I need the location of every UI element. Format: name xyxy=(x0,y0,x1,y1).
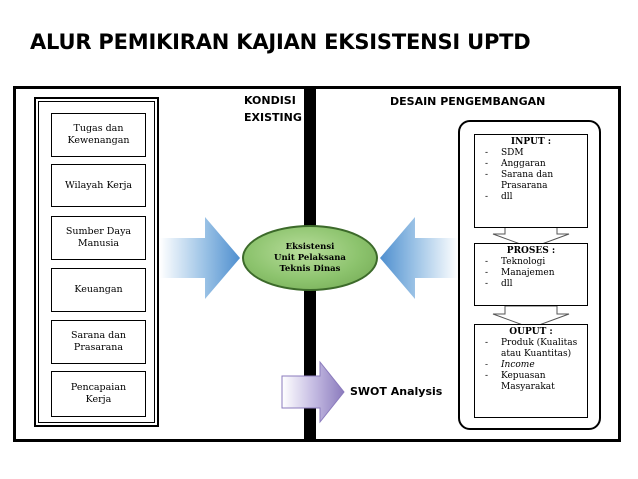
output-item: - Kepuasan Masyarakat xyxy=(479,371,583,393)
input-title: INPUT : xyxy=(510,137,552,147)
input-item: - dll xyxy=(479,192,583,203)
input-item: - Anggaran xyxy=(479,159,583,170)
output-item: - Produk (Kualitas atau Kuantitas) xyxy=(479,338,583,360)
swot-arrow xyxy=(282,362,344,422)
existing-item-keuangan: Keuangan xyxy=(51,268,146,312)
swot-label: SWOT Analysis xyxy=(350,385,443,398)
page-title: ALUR PEMIKIRAN KAJIAN EKSISTENSI UPTD xyxy=(30,30,531,54)
output-box xyxy=(474,324,588,418)
existing-item-pencapaian: Pencapaian Kerja xyxy=(51,371,146,417)
proses-item: - dll xyxy=(479,279,583,290)
proses-item: - Manajemen xyxy=(479,268,583,279)
proses-box xyxy=(474,243,588,306)
existing-item-wilayah: Wilayah Kerja xyxy=(51,164,146,207)
right-to-center-arrow xyxy=(380,217,458,299)
existing-item-tugas: Tugas dan Kewenangan xyxy=(51,113,146,157)
input-item: - SDM xyxy=(479,148,583,159)
proses-item: - Teknologi xyxy=(479,257,583,268)
existing-item-sdm: Sumber Daya Manusia xyxy=(51,216,146,260)
center-ellipse: Eksistensi Unit Pelaksana Teknis Dinas xyxy=(242,225,378,291)
existing-item-sarana: Sarana dan Prasarana xyxy=(51,320,146,364)
left-to-center-arrow xyxy=(160,217,240,299)
input-item: - Sarana dan Prasarana xyxy=(479,170,583,192)
output-title: OUPUT : xyxy=(509,327,553,337)
output-item: - Income xyxy=(479,360,583,371)
existing-header: KONDISI EXISTING xyxy=(244,94,302,124)
proses-title: PROSES : xyxy=(506,246,556,256)
development-header: DESAIN PENGEMBANGAN xyxy=(390,95,546,108)
input-box xyxy=(474,134,588,228)
